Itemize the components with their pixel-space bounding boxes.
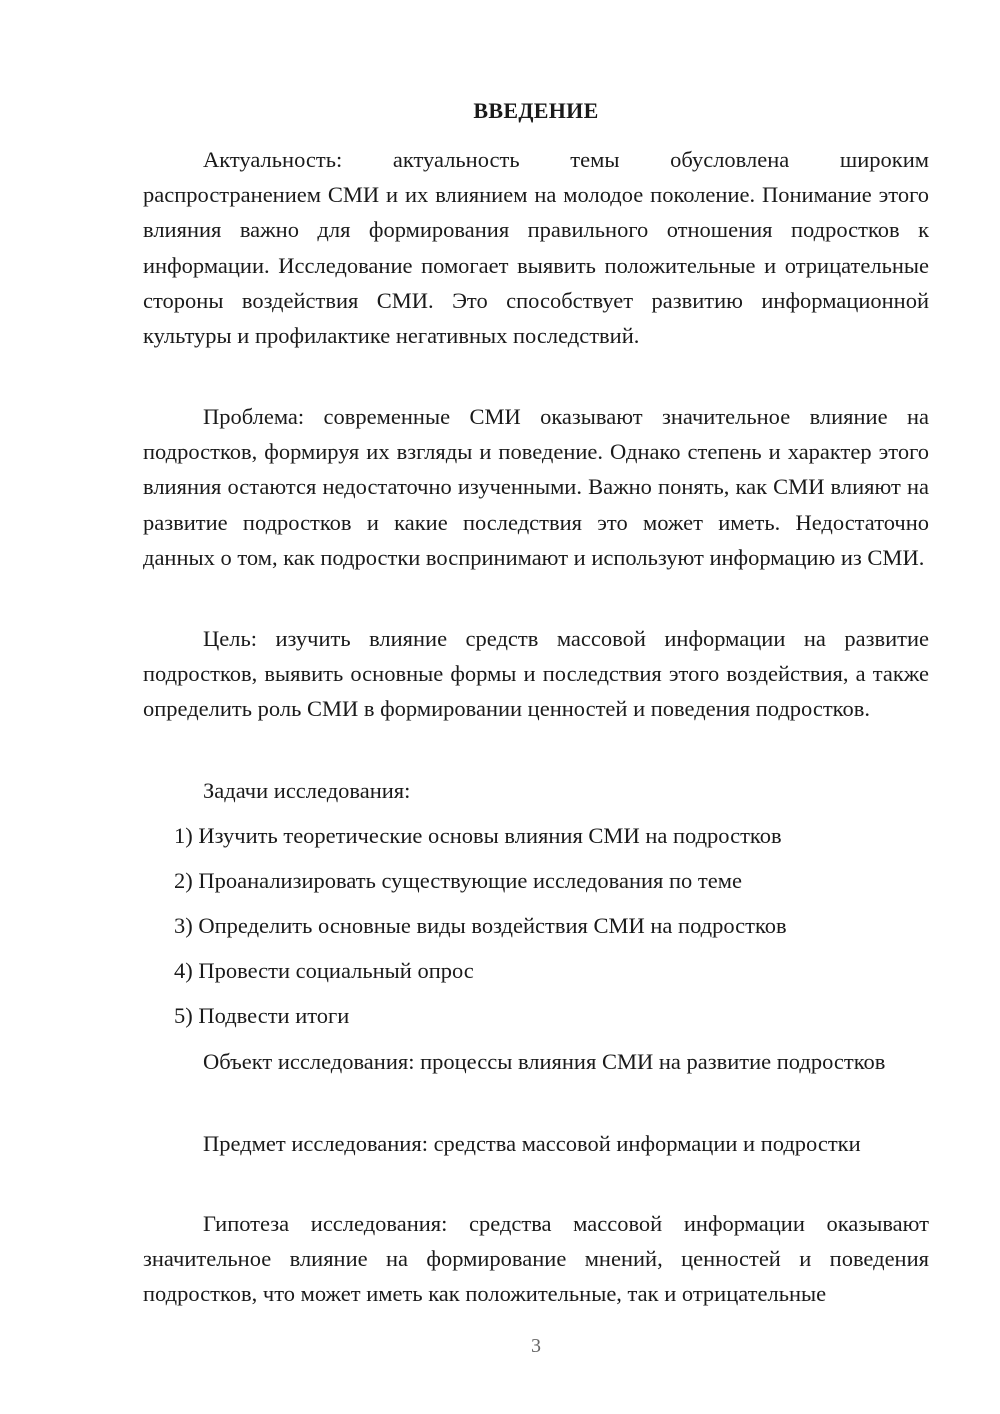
list-item: 3) Определить основные виды воздействия СМИ на подростков — [174, 913, 787, 938]
paragraph-object: Объект исследования: процессы влияния СМИ на развитие подростков — [203, 1049, 886, 1074]
paragraph-hypothesis: Гипотеза исследования: средства массовой информации оказывают значительное влияние на формирование мнений, ценностей и поведения подростков, что может иметь как положительные, так и отрицательные — [143, 1211, 929, 1307]
paragraph-relevance: Актуальность: актуальность темы обусловлена широким распространением СМИ и их влиянием на молодое поколение. Понимание этого влияния важно для формирования правильного отношения подростков к информации. Исследование помогает выявить положительные и отрицательные стороны воздействия СМИ. Это способствует развитию информационной культуры и профилактике негативных последствий. — [143, 147, 929, 349]
page-number: 3 — [531, 1335, 541, 1357]
paragraph-subject: Предмет исследования: средства массовой информации и подростки — [203, 1131, 861, 1156]
paragraph-problem: Проблема: современные СМИ оказывают значительное влияние на подростков, формируя их взгляды и поведение. Однако степень и характер этого влияния остаются недостаточно изученными. Важно понять, как СМИ влияют на развитие подростков и какие последствия это может иметь. Недостаточно данных о том, как подростки воспринимают и используют информацию из СМИ. — [143, 404, 929, 570]
list-item: 4) Провести социальный опрос — [174, 958, 474, 983]
list-item: 2) Проанализировать существующие исследования по теме — [174, 868, 742, 893]
list-item: 1) Изучить теоретические основы влияния СМИ на подростков — [174, 823, 782, 848]
list-item: 5) Подвести итоги — [174, 1003, 350, 1028]
paragraph-tasks-intro: Задачи исследования: — [203, 778, 411, 803]
paragraph-goal: Цель: изучить влияние средств массовой информации на развитие подростков, выявить основные формы и последствия этого воздействия, а также определить роль СМИ в формировании ценностей и поведения подростков. — [143, 626, 929, 722]
page-title: ВВЕДЕНИЕ — [473, 98, 599, 123]
